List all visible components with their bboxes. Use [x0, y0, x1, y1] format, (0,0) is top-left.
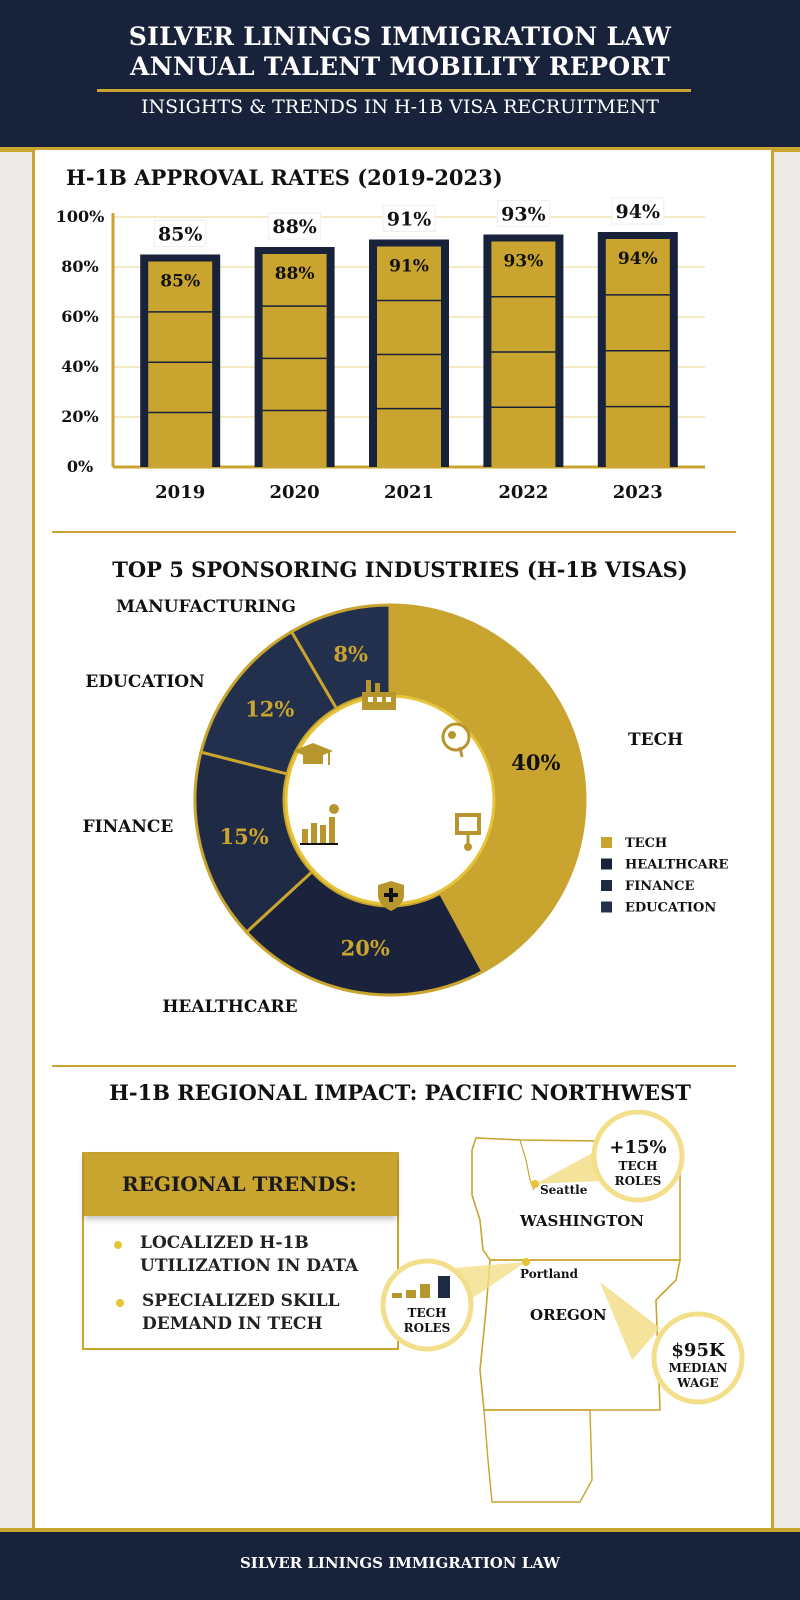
trend-item-1-line2: UTILIZATION IN DATA	[140, 1256, 359, 1276]
industries-donut-chart	[40, 595, 760, 1035]
y-tick-label: 40%	[61, 357, 99, 376]
approval-bar	[263, 254, 327, 467]
trend-item-2-line2: DEMAND IN TECH	[142, 1314, 323, 1334]
donut-category-label: EDUCATION	[85, 672, 205, 692]
callout-3-line2: WAGE	[677, 1376, 719, 1390]
bar-top-label: 88%	[272, 216, 317, 238]
y-tick-label: 0%	[66, 457, 94, 476]
callout-1-line2: ROLES	[614, 1174, 662, 1188]
footer-text: SILVER LININGS IMMIGRATION LAW	[239, 1554, 561, 1572]
bar-inner-label: 91%	[389, 256, 429, 277]
legend-swatch	[601, 880, 612, 891]
legend-label: HEALTHCARE	[625, 857, 729, 873]
donut-value-label: 40%	[511, 750, 561, 776]
callout-3-value: $95K	[671, 1340, 725, 1361]
bar-inner-label: 94%	[617, 249, 658, 269]
regional-trends-header	[84, 1154, 397, 1216]
legend-swatch	[601, 859, 612, 870]
bar-top-label: 94%	[615, 201, 661, 223]
x-tick-label: 2021	[383, 482, 435, 503]
section-divider-1	[52, 531, 736, 533]
mini-bar-icon	[438, 1276, 450, 1298]
callout-1-line1: TECH	[618, 1159, 658, 1173]
bullet-icon	[116, 1299, 124, 1307]
bar-inner-label: 85%	[160, 271, 201, 292]
callout-2-line1: TECH	[407, 1306, 447, 1320]
report-title-line2: ANNUAL TALENT MOBILITY REPORT	[130, 52, 670, 81]
donut-category-label: TECH	[628, 730, 684, 750]
callout-2-line2: ROLES	[403, 1321, 451, 1335]
seattle-label: Seattle	[540, 1183, 588, 1197]
mini-bar-icon	[392, 1293, 402, 1298]
section-divider-2	[52, 1065, 736, 1067]
report-header	[0, 0, 800, 147]
regional-title: H-1B REGIONAL IMPACT: PACIFIC NORTHWEST	[109, 1080, 691, 1105]
legend-label: EDUCATION	[625, 900, 717, 916]
approval-bar	[377, 247, 441, 468]
donut-category-label: HEALTHCARE	[162, 997, 298, 1017]
mini-bar-icon	[420, 1284, 430, 1298]
trend-item-2-line1: SPECIALIZED SKILL	[142, 1291, 340, 1311]
x-tick-label: 2022	[498, 482, 549, 503]
legend-swatch	[601, 837, 612, 848]
approval-bar	[148, 262, 212, 468]
callout-3-line1: MEDIAN	[668, 1361, 728, 1375]
bar-top-label: 93%	[501, 203, 546, 226]
x-tick-label: 2019	[155, 482, 206, 503]
regional-trends-box	[82, 1152, 399, 1350]
report-subtitle: INSIGHTS & TRENDS IN H-1B VISA RECRUITMENT	[141, 96, 659, 118]
donut-value-label: 15%	[219, 823, 269, 849]
washington-label: WASHINGTON	[520, 1212, 645, 1230]
mini-bar-icon	[406, 1290, 416, 1298]
donut-category-label: FINANCE	[82, 817, 174, 837]
y-tick-label: 20%	[61, 407, 99, 426]
report-title-line1: SILVER LININGS IMMIGRATION LAW	[128, 22, 672, 51]
donut-value-label: 8%	[333, 641, 368, 667]
wage-callout-pointer	[600, 1282, 660, 1360]
pacific-northwest-map	[380, 1110, 770, 1520]
y-tick-label: 80%	[61, 257, 99, 276]
x-tick-label: 2023	[612, 482, 663, 503]
donut-chart-title: TOP 5 SPONSORING INDUSTRIES (H-1B VISAS)	[112, 557, 688, 582]
portland-label: Portland	[520, 1267, 579, 1281]
approval-bar	[606, 239, 670, 467]
bullet-icon	[114, 1241, 122, 1249]
portland-dot	[522, 1258, 530, 1266]
tech-roles-bars-callout	[383, 1261, 471, 1349]
callout-1-value: +15%	[609, 1137, 667, 1158]
oregon-label: OREGON	[530, 1306, 607, 1324]
california-outline	[484, 1410, 592, 1502]
bar-top-label: 85%	[157, 223, 203, 246]
y-tick-label: 60%	[61, 307, 99, 326]
header-rule	[97, 89, 691, 92]
bar-inner-label: 93%	[503, 251, 544, 272]
approval-rate-bar-chart	[40, 195, 740, 515]
y-tick-label: 100%	[55, 207, 105, 226]
bar-inner-label: 88%	[274, 264, 315, 284]
legend-label: TECH	[625, 836, 668, 851]
report-footer	[0, 1528, 800, 1600]
legend-swatch	[601, 902, 612, 913]
bar-chart-title: H-1B APPROVAL RATES (2019-2023)	[66, 165, 503, 190]
donut-category-label: MANUFACTURING	[116, 597, 296, 617]
legend-label: FINANCE	[625, 879, 695, 894]
approval-bar	[491, 242, 555, 468]
trend-item-1-line1: LOCALIZED H-1B	[140, 1233, 309, 1253]
x-tick-label: 2020	[269, 482, 320, 503]
seattle-dot	[531, 1180, 539, 1188]
donut-value-label: 12%	[245, 696, 295, 722]
donut-value-label: 20%	[340, 935, 390, 961]
regional-trends-heading: REGIONAL TRENDS:	[122, 1172, 357, 1196]
bar-top-label: 91%	[386, 208, 432, 231]
